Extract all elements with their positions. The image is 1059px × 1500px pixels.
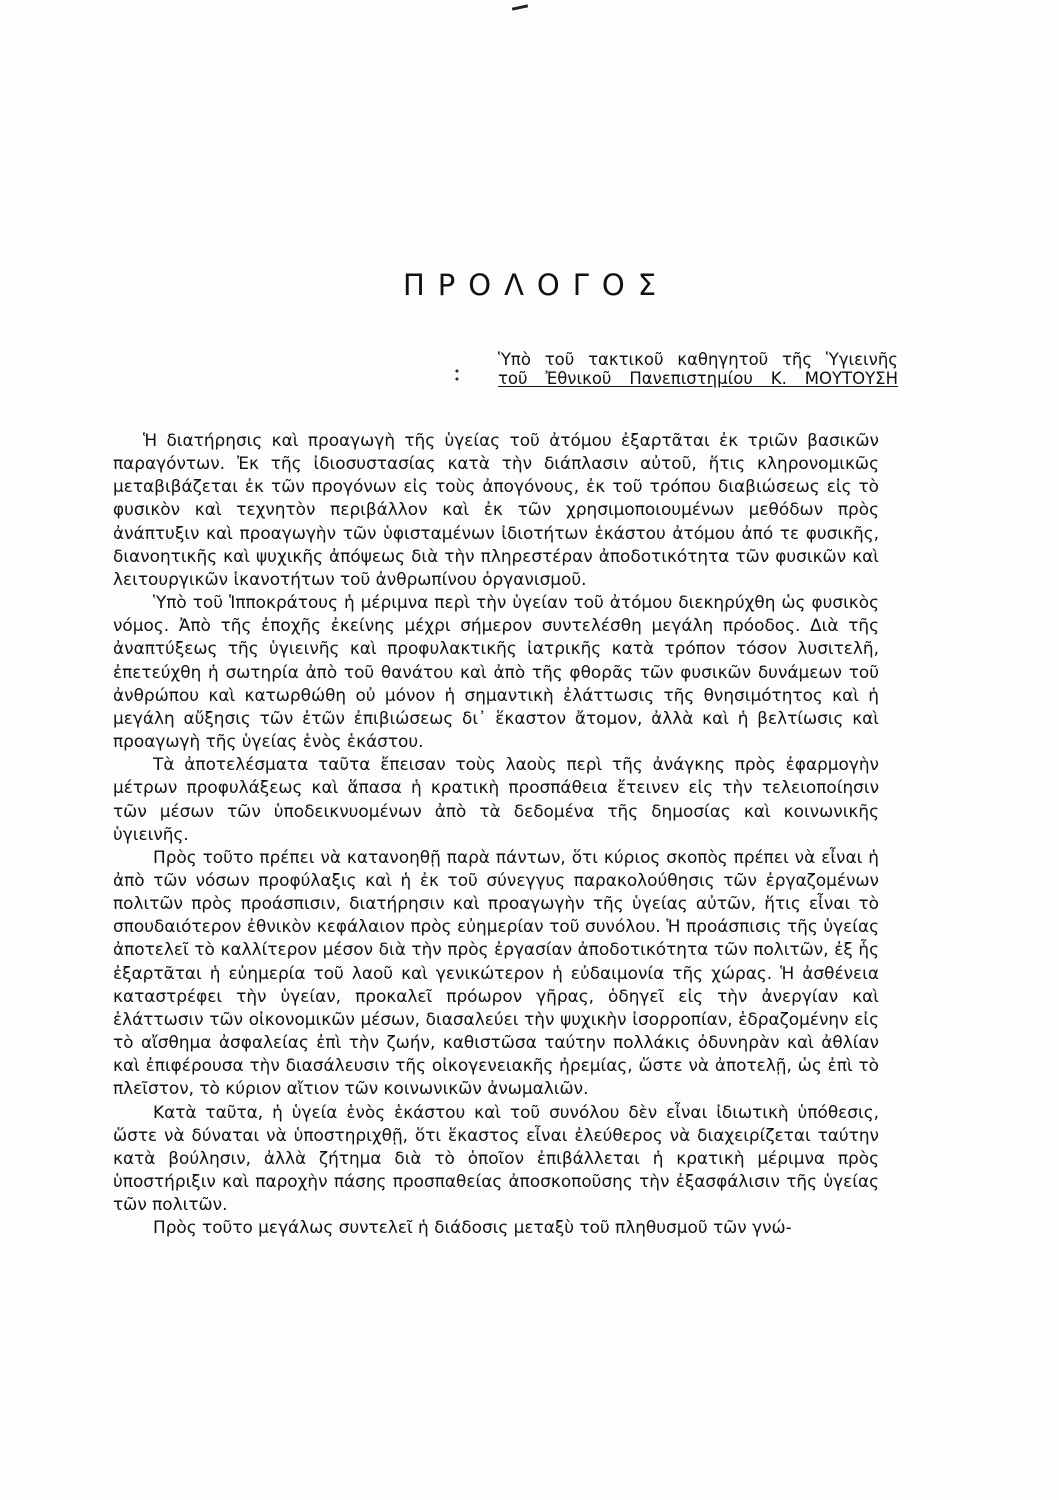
author-byline <box>498 350 898 388</box>
body-text <box>113 429 879 1239</box>
paragraph: Πρὸς τοῦτο μεγάλως συντελεῖ ἡ διάδοσις μεταξὺ τοῦ πληθυσμοῦ τῶν γνώ- <box>153 1217 792 1238</box>
paragraph: Ἡ διατήρησις καὶ προαγωγὴ τῆς ὑγείας τοῦ ἀτόμου ἐξαρτᾶται ἐκ τριῶν βασικῶν παραγόντων. Ἐκ τῆς ἰδιοσυστασίας κατὰ τὴν διάπλασιν αὐτοῦ, ἥτις κληρονομικῶς μεταβιβάζεται ἐκ τῶν προγόνων εἰς τοὺς ἀπογόνους, ἐκ τοῦ τρόπου διαβιώσεως εἰς τὸ φυσικὸν καὶ τεχνητὸν περιβάλλον καὶ ἐκ τῶν χρησιμοποιουμένων μεθόδων πρὸς ἀνάπτυξιν καὶ προαγωγὴν τῶν ὑφισταμένων ἰδιοτήτων ἑκάστου ἀτόμου ἀπό τε φυσικῆς, διανοητικῆς καὶ ψυχικῆς ἀπόψεως διὰ τὴν πληρεστέραν ἀποδοτικότητα τῶν φυσικῶν καὶ λειτουργικῶν ἱκανοτήτων τοῦ ἀνθρωπίνου ὀργανισμοῦ. <box>113 430 879 589</box>
scan-mark <box>512 4 528 10</box>
byline-line-1: Ὑπὸ τοῦ τακτικοῦ καθηγητοῦ τῆς Ὑγιεινῆς <box>498 350 898 369</box>
paragraph: Κατὰ ταῦτα, ἡ ὑγεία ἑνὸς ἑκάστου καὶ τοῦ συνόλου δὲν εἶναι ἰδιωτικὴ ὑπόθεσις, ὥστε νὰ δύναται νὰ ὑποστηριχθῇ, ὅτι ἕκαστος εἶναι ἐλεύθερος νὰ διαχειρίζεται ταύτην κατὰ βούλησιν, ἀλλὰ ζήτημα διὰ τὸ ὁποῖον ἐπιβάλλεται ἡ κρατικὴ μέριμνα πρὸς ὑποστήριξιν καὶ παροχὴν πάσης προσπαθείας ἀποσκοποῦσης τὴν ἐξασφάλισιν τῆς ὑγείας τῶν πολιτῶν. <box>113 1101 879 1215</box>
paragraph: Τὰ ἀποτελέσματα ταῦτα ἔπεισαν τοὺς λαοὺς περὶ τῆς ἀνάγκης πρὸς ἐφαρμογὴν μέτρων προφυλάξεως καὶ ἅπασα ἡ κρατικὴ προσπάθεια ἔτεινεν εἰς τὴν τελειοποίησιν τῶν μέσων τῶν ὑποδεικνυομένων ἀπὸ τὰ δεδομένα τῆς δημοσίας καὶ κοινωνικῆς ὑγιεινῆς. <box>113 754 879 844</box>
page-title: ΠΡΟΛΟΓΟΣ <box>402 268 670 302</box>
paragraph: Ὑπὸ τοῦ Ἱπποκράτους ἡ μέριμνα περὶ τὴν ὑγείαν τοῦ ἀτόμου διεκηρύχθη ὡς φυσικὸς νόμος. Ἀπὸ τῆς ἐποχῆς ἐκείνης μέχρι σήμερον συντελέσθη μεγάλη πρόοδος. Διὰ τῆς ἀναπτύξεως τῆς ὑγιεινῆς καὶ προφυλακτικῆς ἰατρικῆς κατὰ τρόπον τόσον λυσιτελῆ, ἐπετεύχθη ἡ σωτηρία ἀπὸ τοῦ θανάτου καὶ ἀπὸ τῆς φθορᾶς τῶν φυσικῶν δυνάμεων τοῦ ἀνθρώπου καὶ κατωρθώθη οὐ μόνον ἡ σημαντικὴ ἐλάττωσις τῆς θνησιμότητος καὶ ἡ μεγάλη αὔξησις τῶν ἐτῶν ἐπιβιώσεως δι᾽ ἕκαστον ἄτομον, ἀλλὰ καὶ ἡ βελτίωσις καὶ προαγωγὴ τῆς ὑγείας ἑνὸς ἑκάστου. <box>113 592 879 752</box>
margin-dots <box>455 367 459 385</box>
paragraph: Πρὸς τοῦτο πρέπει νὰ κατανοηθῇ παρὰ πάντων, ὅτι κύριος σκοπὸς πρέπει νὰ εἶναι ἡ ἀπὸ τῶν νόσων προφύλαξις καὶ ἡ ἐκ τοῦ σύνεγγυς παρακολούθησις τῶν ἐργαζομένων πολιτῶν πρὸς προάσπισιν, διατήρησιν καὶ προαγωγὴν τῆς ὑγείας αὐτῶν, ἥτις εἶναι τὸ σπουδαιότερον ἐθνικὸν κεφάλαιον πρὸς εὐημερίαν τοῦ συνόλου. Ἡ προάσπισις τῆς ὑγείας ἀποτελεῖ τὸ καλλίτερον μέσον διὰ τὴν πρὸς ἐργασίαν ἀποδοτικότητα τῶν πολιτῶν, ἐξ ἧς ἐξαρτᾶται ἡ εὐημερία τοῦ λαοῦ καὶ γενικώτερον ἡ εὐδαιμονία τῆς χώρας. Ἡ ἀσθένεια καταστρέφει τὴν ὑγείαν, προκαλεῖ πρόωρον γῆρας, ὁδηγεῖ εἰς τὴν ἀνεργίαν καὶ ἐλάττωσιν τῶν οἰκονομικῶν μέσων, διασαλεύει τὴν ψυχικὴν ἰσορροπίαν, ἑδραζομένην εἰς τὸ αἴσθημα ἀσφαλείας ἐπὶ τὴν ζωήν, καθιστῶσα ταύτην πολλάκις ὀδυνηρὰν καὶ ἀθλίαν καὶ ἐπιφέρουσα τὴν διασάλευσιν τῆς οἰκογενειακῆς ἠρεμίας, ὥστε νὰ ἀποτελῇ, ὡς ἐπὶ τὸ πλεῖστον, τὸ κύριον αἴτιον τῶν κοινωνικῶν ἀνωμαλιῶν. <box>113 846 879 1099</box>
byline-line-2: τοῦ Ἐθνικοῦ Πανεπιστημίου Κ. ΜΟΥΤΟΥΣΗ <box>498 369 898 388</box>
